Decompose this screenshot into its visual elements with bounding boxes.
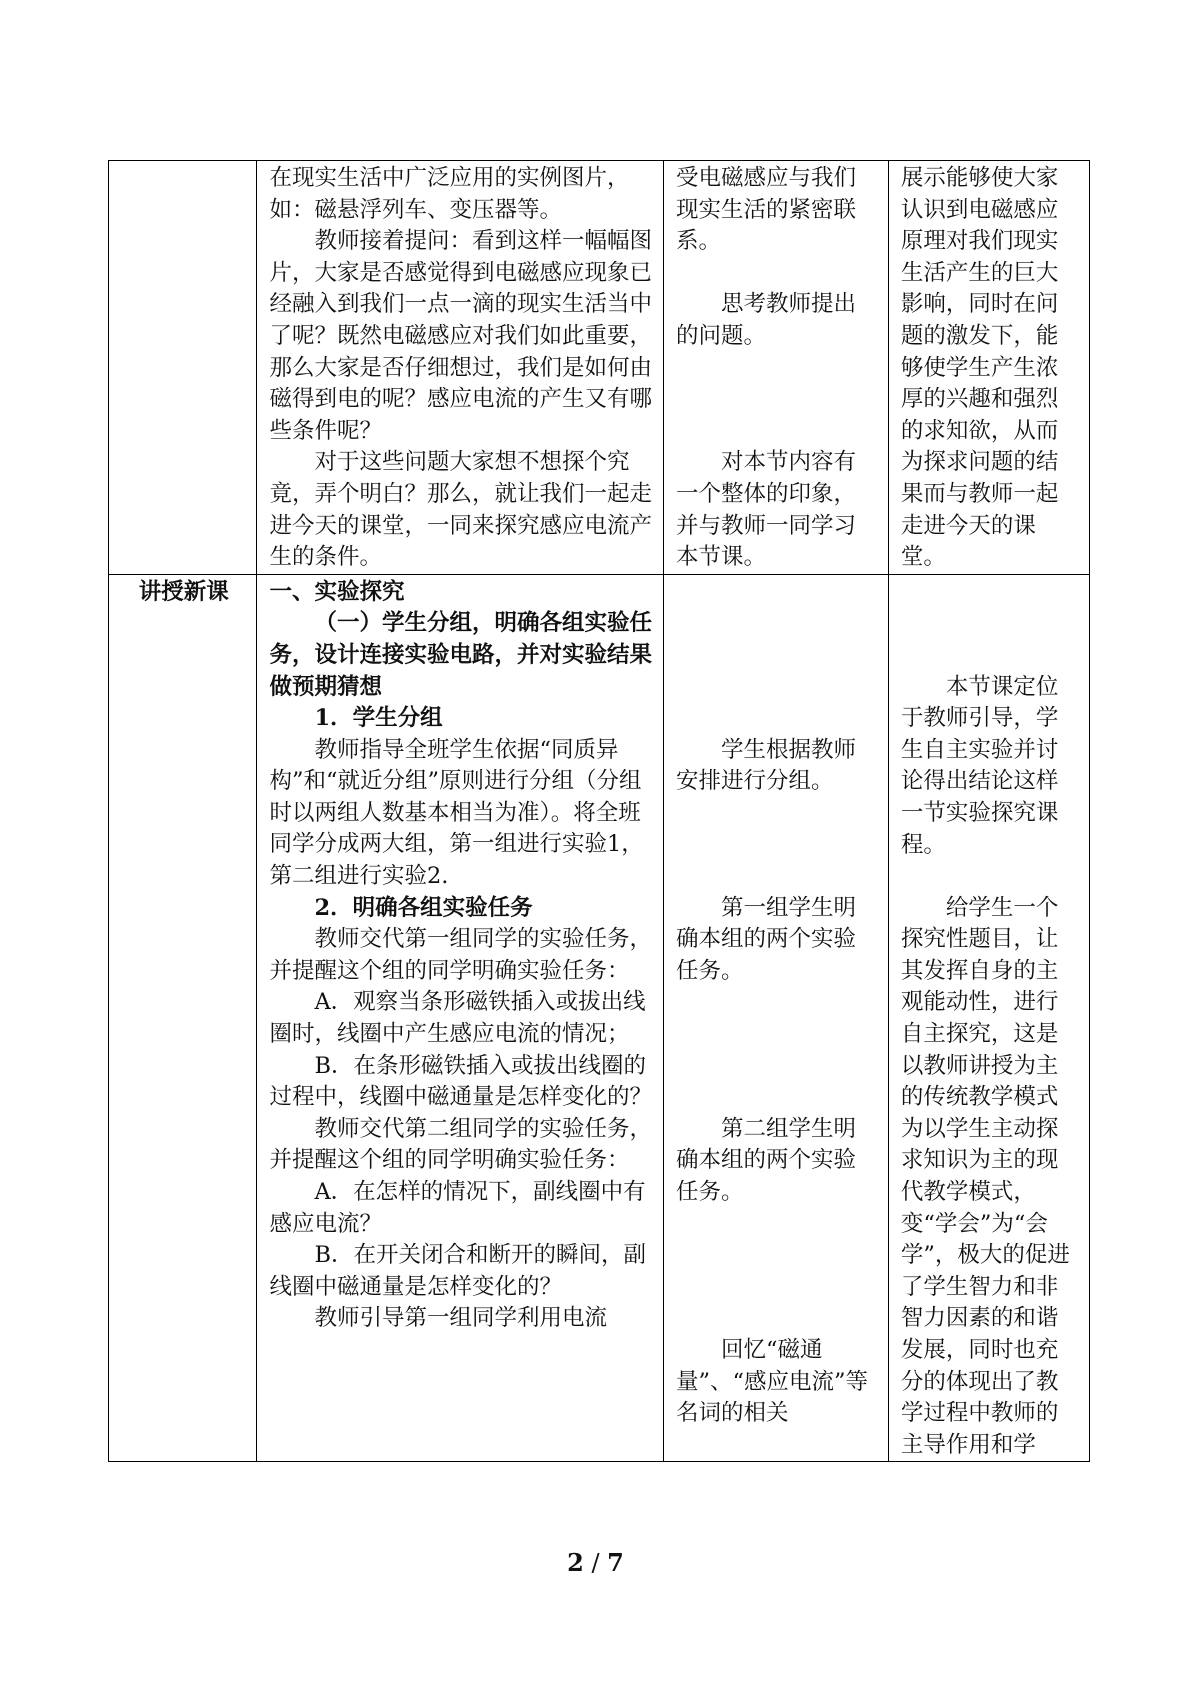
page-separator: / [583, 1549, 608, 1577]
paragraph: A．在怎样的情况下，副线圈中有感应电流？ [269, 1179, 646, 1237]
subsection-heading: （一）学生分组，明确各组实验任务，设计连接实验电路，并对实验结果做预期猜想 [269, 610, 652, 700]
paragraph: 给学生一个探究性题目，让其发挥自身的主观能动性，进行自主探究，这是以教师讲授为主的传统教学模式为以学生主动探求知识为主的现代教学模式，变“学会”为“会学”，极大的促进了学生智力和非智力因素的和谐发展，同时也充分的体现出了教学过程中教师的主导作用和学 [900, 894, 1070, 1458]
table-row [109, 574, 1090, 1462]
paragraph: B．在条形磁铁插入或拔出线圈的过程中，线圈中磁通量是怎样变化的？ [269, 1052, 652, 1111]
student-activity-cell [664, 574, 889, 1462]
paragraph: 第一组学生明确本组的两个实验任务。 [676, 894, 857, 984]
stage-cell: 讲授新课 [109, 574, 257, 1462]
teacher-activity-cell [257, 574, 664, 1462]
paragraph: A．观察当条形磁铁插入或拔出线圈时，线圈中产生感应电流的情况； [269, 989, 646, 1048]
paragraph: 教师指导全班学生依据“同质异构”和“就近分组”原则进行分组（分组时以两组人数基本相当为准）。将全班同学分成两大组，第一组进行实验1，第二组进行实验2. [269, 736, 644, 890]
paragraph: 展示能够使大家认识到电磁感应原理对我们现实生活产生的巨大影响，同时在问题的激发下，能够使学生产生浓厚的兴趣和强烈的求知欲，从而为探求问题的结果而与教师一起走进今天的课堂。 [900, 165, 1059, 571]
paragraph: 回忆“磁通量”、“感应电流”等名词的相关 [676, 1337, 869, 1427]
paragraph: 对本节内容有一个整体的印象，并与教师一同学习本节课。 [676, 449, 857, 571]
current-page: 2 [567, 1548, 584, 1577]
total-pages: 7 [607, 1548, 624, 1577]
paragraph: 教师交代第一组同学的实验任务，并提醒这个组的同学明确实验任务： [269, 926, 652, 984]
design-intent-cell [888, 161, 1089, 575]
stage-cell [109, 161, 257, 575]
paragraph: 教师引导第一组同学利用电流 [314, 1305, 607, 1332]
step-heading: 1．学生分组 [314, 705, 443, 732]
paragraph: 思考教师提出的问题。 [676, 291, 857, 349]
paragraph: 对于这些问题大家想不想探个究竟，弄个明白？那么，就让我们一起走进今天的课堂，一同来探究感应电流产生的条件。 [269, 449, 652, 571]
design-intent-cell [888, 574, 1089, 1462]
paragraph: 教师交代第二组同学的实验任务，并提醒这个组的同学明确实验任务： [269, 1115, 652, 1174]
paragraph: 在现实生活中广泛应用的实例图片，如：磁悬浮列车、变压器等。 [269, 165, 630, 223]
lesson-plan-table [108, 160, 1090, 1462]
page-number [0, 1548, 1191, 1577]
paragraph: 学生根据教师安排进行分组。 [676, 736, 857, 795]
paragraph: 教师接着提问：看到这样一幅幅图片，大家是否感觉得到电磁感应现象已经融入到我们一点一滴的现实生活当中了呢？既然电磁感应对我们如此重要，那么大家是否仔细想过，我们是如何由磁得到电的呢？感应电流的产生又有哪些条件呢？ [269, 228, 652, 444]
student-activity-cell [664, 161, 889, 575]
teacher-activity-cell [257, 161, 664, 575]
table-row [109, 161, 1090, 575]
paragraph: 本节课定位于教师引导，学生自主实验并讨论得出结论这样一节实验探究课程。 [900, 673, 1059, 858]
paragraph: 第二组学生明确本组的两个实验任务。 [676, 1115, 857, 1206]
step-heading: 2．明确各组实验任务 [314, 894, 533, 921]
paragraph: 受电磁感应与我们现实生活的紧密联系。 [676, 165, 857, 255]
paragraph: B．在开关闭合和断开的瞬间，副线圈中磁通量是怎样变化的？ [269, 1242, 646, 1300]
section-heading: 一、实验探究 [269, 578, 405, 605]
